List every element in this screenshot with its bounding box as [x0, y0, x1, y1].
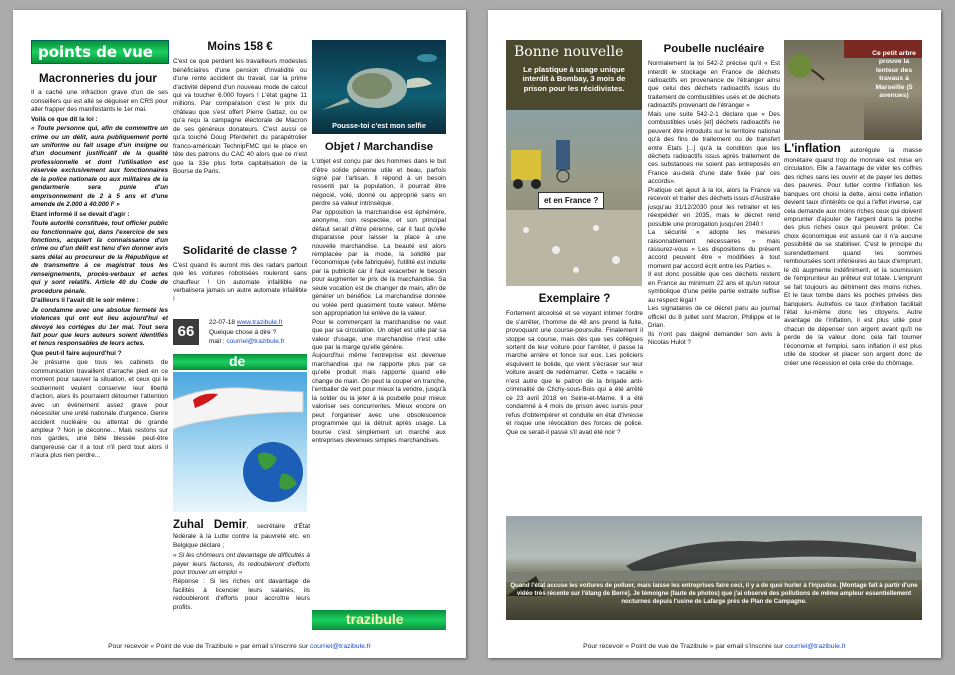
contact-prompt: Quelque chose à dire ?: [209, 329, 277, 336]
paragraph: Je présume que tous les cabinets de communication travaillent d'arrache pied en ce moment pour sauver la situation, et ceux qui le soutiennent veulent conserver leur liberté d'action, alors ils pourraient détourner l'attention avec un événement assez grave pour nécessiter une unité nationale d'urgence. Genre accident nucléaire ou attentat de grande ampleur ? Non je déconne... Mais restons sur nos gardes, une bête blessée peut-être dangereuse car il a tout n'il perd tout alors il n'aura plus rien perdre...: [31, 359, 168, 460]
zuhal-intro: [173, 518, 310, 550]
footer-email-link[interactable]: courriel@trazibule.fr: [309, 643, 371, 650]
website-link[interactable]: www.trazibule.fr: [236, 319, 283, 326]
section-banner-de: [173, 354, 307, 370]
column-poubelle-nucleaire: [648, 40, 780, 518]
paragraph: C'est quand ils auront mis des radars partout que les voitures robotisées rouleront sans chauffeur ! Un automate infaillible ne verbalisera jamais un autre automate infaillible !: [173, 261, 307, 303]
issue-number: 66: [173, 319, 199, 345]
quote: Je condamne avec une absolue fermeté les violences qui ont eut lieu aujourd'hui et dévoyé les cortèges du 1er mai. Tout sera fait pour que leurs auteurs soient identifiés et tenus responsables de leurs actes.: [31, 306, 168, 348]
article-subtitle: Le plastique à usage unique interdit à Bombay, 3 mois de prison pour les récidivistes.: [522, 65, 626, 93]
paragraph: Il a caché une infraction grave d'un de ses conseillers qui est allé se déguiser en CRS pour aller frapper des manifestants le 1er mai.: [31, 89, 168, 114]
article-title: Macronneries du jour: [39, 72, 157, 85]
photo-caption: Quand l'état accuse les voitures de polluer, mais laisse les entreprises faire ceci, il y a de quoi hurler à l'injustice. [Montage fait à partir d'une vidéo très récente sur l'étang de Berre]. Je témoigne (faute de photos) que j'ai observé des pollutions de même ampleur essentiellement nocturnes depuis l'usine de Lafarge près de Plan de Campagne.: [510, 582, 918, 606]
paragraph: Normalement la loi 542-2 précise qu'il « Est interdit le stockage en France de déchets radioactifs en provenance de l'étranger ainsi que celui des déchets radioactifs issus du traitement de combustibles usés et de déchets radioactifs provenant de l'étranger » Mais une suite 542-2-1 déclare que « Des combustibles usés [et] déchets radioactifs ne peuvent être introduits sur le territoire national qu'à des fins de traitement ou de transfert entre Etats [...] qu'à la condition que les déchets radioactifs issus après traitement de ces substances ne soient pas entreposés en France au-delà d'une date fixée par ces accords». Pratique cet ajout à la loi, alors la France va recevoir et traiter des déchets issus d'Australie jusqu'au 31/12/2030 pour les retraiter et les réexpédier en 2035, mais le décret rend possible une prorogation jusqu'en 2040 ! La sécurité « adopte les mesures raisonnablement nécessaires » mais rassurez-vous « Les dispositions du présent accord peuvent être « modifiées à tout moment par accord écrit entre les Parties ». Il est donc possible que ces déchets restent en France au minimum 22 ans et qu'un retour symbolique d'une petite partie extraite suffise au respect légal ! Les signataires de ce décret paru au journal officiel du 8 juillet sont Macron, Philippe et le Drian. Ils n'ont pas daigné demander son avis à Nicolas Hulot ?: [648, 60, 780, 346]
page-footer: [13, 643, 466, 650]
column-objet-marchandise: [312, 136, 446, 610]
turtle-photo: [312, 40, 446, 134]
column-exemplaire: [506, 290, 643, 518]
article-title: Bonne nouvelle: [514, 44, 624, 60]
paragraph: C'est ce que perdent les travailleurs modestes bénéficiaires d'une pension d'invalidité ou d'une rente accident du travail, car la prime d'activité dépend d'un nouveau mode de calcul qui va toucher 6.000 foyers ! L'état gagne 11 millions. Par comparaison c'est le prix du château que s'est offert Pierre Gattaz, ou ce qu'a reçu la campagne électorale de Macron de ses généreux donateurs. C'est aussi ce qu'a touché Doug Pferdehirt du parapétrolier franco-américain TechnipFMC qui le place en tête des patrons du CAC 40 alors que ce n'est que la 33e plus forte capitalisation de la Bourse de Paris.: [173, 58, 307, 176]
quote: « Toute personne qui, afin de commettre un crime ou un délit, aura publiquement porté un uniforme ou fait usage d'un insigne ou d'un document justificatif de la qualité professionnelle et dont l'utilisation est réservée exclusivement aux fonctionnaires de la police nationale ou aux militaires de la gendarmerie sera punie d'un emprisonnement de 2 à 5 ans et d'une amende de 2.000 à 40.000 F »: [31, 125, 168, 209]
article-title: Solidarité de classe ?: [182, 245, 298, 257]
trazibule-logo: trazibule: [346, 611, 404, 627]
paragraph: L'objet est conçu par des hommes dans le but d'être solide pérenne utile et beau, parfois signé par l'artisan. Il répond à un besoin ressenti par la population, il pourrait être négocié, volé, donné ou approprié sans en perdre sa valeur intrinsèque. Par opposition la marchandise est éphémère, anonyme, non respectée, et son principal défaut serait d'être pérenne, car il faut qu'elle disparaisse pour laisser la place à une nouvelle marchandise. La beauté est alors remplacée par la mode, la solidité par l'économique (vite fabriquée), l'utilité est induite par la publicité car il faut exacerber le besoin pour augmenter le prix de la marchandise. Sa seule vocation est de changer de main, afin de générer un bénéfice. La marchandise donnée ou volée perd quasiment toute valeur. Même son appropriation lui enlève de la valeur. Pour le commerçant la marchandise ne vaut que par sa circulation. Un objet est utile par sa valeur d'usage, une marchandise n'est utile que par la marge qu'elle génère. Aujourd'hui même l'entreprise est devenue marchandise qui ne rapporte plus par ce qu'elle produit mais rapporte quand elle change de main. On peut la couper en tranche, l'emballer de vert pour mieux la vendre, jusqu'à la solder ou la jeter à la poubelle pour mieux valoriser ses concurrentes. Mieux encore on peut l'organiser avec une obsolescence programmée qui la détruit après usage. La bourse c'est simplement un marché aux entreprises devenues simples marchandises.: [312, 158, 446, 444]
mail-link[interactable]: courriel@trazibule.fr: [226, 338, 285, 345]
newsletter-page-2: [488, 10, 941, 658]
banner-label: de: [229, 353, 246, 369]
inflation-text: [784, 141, 922, 368]
contact-line: [209, 338, 313, 345]
page-footer: [488, 643, 941, 650]
paragraph: Fortement alcoolisé et se voyant intimer l'ordre de s'arrêter, l'homme de 48 ans prend la fuite, provoquant une course-poursuite. Finalement il stoppe sa course, mais dès que ses collègues sortent de leur voiture pour l'arrêter, il passe la marche arrière et fonce sur eux. Les policiers esquivent le bolide, qui vient s'écraser sur leur voiture avant de redémarrer. Cette « racaille » n'est autre que le patron de la brigade anti-criminalité de Clichy-sous-Bois qui a été arrêté ce 23 avril 2018 en Seine-et-Marne. Il a été condamné à 4 mois de prison avec sursis pour refus d'obtempérer et conduite en état d'ivresse et risque une révocation des forces de police. Que ce serait-il passé s'il avait été noir ?: [506, 310, 643, 436]
article-title: Moins 158 €: [207, 41, 273, 53]
column-zuhal: [173, 516, 310, 634]
column-solidarite: [173, 244, 307, 320]
brand-title: points de vue: [38, 43, 153, 61]
paragraph: D'ailleurs il l'avait dit le soir même :: [31, 297, 139, 305]
newsletter-page-1: [13, 10, 466, 658]
mail-label: mail :: [209, 338, 225, 345]
football-earth-photo: [173, 372, 307, 512]
column-inflation: [784, 138, 922, 518]
issue-info-box: [173, 318, 307, 348]
quote: Toute autorité constituée, tout officier public ou fonctionnaire qui, dans l'exercice de ses fonctions, acquiert la connaissance d'un crime ou d'un délit est tenu d'en donner avis sans délai au procureur de la République et de transmettre à ce magistrat tous les renseignements, procès-verbaux et actes qui y sont relatifs. Article 40 du Code de procédure pénale.: [31, 220, 168, 295]
footer-text: Pour recevoir « Point de vue de Trazibule » par email s'inscrire sur: [583, 643, 785, 650]
photo-caption: Ce petit arbre prouve la lenteur des travaux à Marseille (5 avenues): [872, 50, 916, 100]
turtle-illustration: [312, 40, 446, 134]
article-title: Objet / Marchandise: [324, 141, 434, 153]
brand-banner: [31, 40, 169, 64]
photo-caption: Pousse-toi c'est mon selfie: [332, 121, 426, 130]
article-title: Exemplaire ?: [538, 293, 611, 305]
paragraph: Etant informé il se devait d'agir :: [31, 210, 130, 218]
tree-construction-photo: [784, 40, 922, 140]
photo-caption-box: et en France ?: [538, 192, 604, 209]
column-macronneries: [31, 66, 168, 632]
quote: « Si les chômeurs ont davantage de difficultés à payer leurs factures, ils redoubleront d'efforts pour trouver un emploi »: [173, 552, 310, 576]
column-moins-158: [173, 40, 307, 240]
paragraph: Réponse : Si les riches ont davantage de facilités à licencier leurs salariés, ils redoubleront d'efforts pour accroître leurs profits.: [173, 578, 310, 611]
paragraph: , secrétaire d'État fédérale à la Lutte contre la pauvreté etc. en Belgique déclare ;: [173, 523, 310, 549]
footer-email-link[interactable]: courriel@trazibule.fr: [784, 643, 846, 650]
pollution-panorama-photo: [506, 516, 922, 620]
article-title: L'inflation: [784, 141, 841, 155]
bonne-nouvelle-box: [506, 40, 642, 110]
footer-text: Pour recevoir « Point de vue de Trazibule » par email s'inscrire sur: [108, 643, 310, 650]
person-name: Zuhal Demir: [173, 519, 247, 531]
issue-date-line: [209, 319, 309, 326]
football-illustration: [173, 372, 307, 512]
issue-date: 22-07-18: [209, 319, 236, 326]
paragraph: Voilà ce que dit la loi :: [31, 115, 98, 123]
paragraph: autorégule la masse monétaire quand trop de monnaie est mise en circulation. Elle a l'avantage de vider les coffres des riches sans les ouvrir et de payer les dettes des pauvres. Pour lutter contre l'inflation les banques ont choisi la dette, ainsi cette inflation devient taux d'intérêts ce qui a l'effet inverse, car cela demande aux moins riches ceux qui doivent emprunter d'ajouter de l'argent dans la poche des plus riches ceux qui peuvent prêter. Ce choix économique est assuré car il n'a aucune possibilité de se stabiliser. C'est le principe du surendettement quand les sommes remboursées sont inférieures au taux d'emprunt, le dû augmente indéfiniment, et la soumission de l'emprunteur au prêteur est totale. L'emprunt se fait toujours au détriment des moins riches. Et le taux tombe dans les poches privées des banquiers. Autrefois ce taux d'inflation facilitait l'état lui-même donc les citoyens. Autre avantage de l'inflation, il est plus utile pour chacun de dépenser son argent avant qu'il ne perde de la valeur donc cela fait tourner l'économie et l'emploi, sans inflation il est plus utile de stocker et placer son argent donc de créer une récession et cela crée du chômage.: [784, 147, 922, 367]
paragraph: Que peut-il faire aujourd'hui ?: [31, 349, 122, 357]
trazibule-logo-banner: [312, 610, 446, 630]
article-title: Poubelle nucléaire: [663, 43, 765, 55]
plastic-street-photo: [506, 110, 642, 286]
